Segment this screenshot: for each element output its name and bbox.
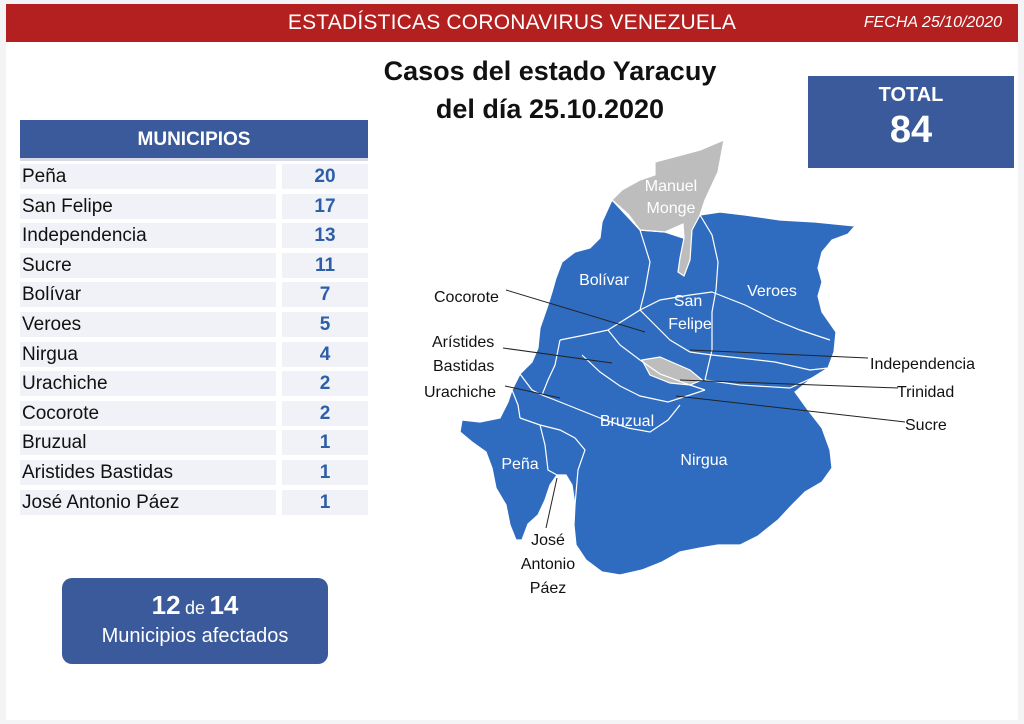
municipio-cases: 1 <box>282 460 368 485</box>
map-title <box>330 52 770 128</box>
total-label: TOTAL <box>878 84 944 106</box>
total-value: 84 <box>889 109 933 151</box>
table-row <box>20 220 368 250</box>
table-row <box>20 191 368 221</box>
callout-aristides-1: Arístides <box>432 334 495 351</box>
label-bruzual: Bruzual <box>599 413 655 430</box>
municipio-cases: 2 <box>282 371 368 396</box>
callout-cocorote: Cocorote <box>434 289 499 306</box>
callout-jap-1: José <box>531 532 565 549</box>
affected-connector: de <box>184 598 206 618</box>
label-manuel-monge-1: Manuel <box>644 178 698 195</box>
municipio-cases: 7 <box>282 282 368 307</box>
affected-count: 12 <box>151 590 181 620</box>
affected-box <box>62 578 328 664</box>
municipio-name: Urachiche <box>20 371 276 396</box>
callout-jap-2: Antonio <box>520 556 576 573</box>
map-state-body <box>460 200 855 575</box>
table-row <box>20 161 368 191</box>
affected-total: 14 <box>209 590 239 620</box>
callout-jap-3: Páez <box>529 580 567 597</box>
table-row <box>20 339 368 369</box>
label-bolivar: Bolívar <box>579 272 629 289</box>
label-san-felipe-2: Felipe <box>668 316 712 333</box>
label-nirgua: Nirgua <box>680 452 728 469</box>
table-row <box>20 487 368 517</box>
table-row <box>20 398 368 428</box>
municipio-name: Bruzual <box>20 430 276 455</box>
municipio-cases: 1 <box>282 430 368 455</box>
municipio-name: San Felipe <box>20 194 276 219</box>
label-veroes: Veroes <box>747 283 797 300</box>
affected-count-line <box>62 590 328 621</box>
label-pena: Peña <box>501 456 539 473</box>
table-row <box>20 457 368 487</box>
municipios-rows <box>20 161 368 516</box>
municipio-cases: 4 <box>282 342 368 367</box>
municipio-name: José Antonio Páez <box>20 490 276 515</box>
municipios-table <box>20 120 368 516</box>
table-row <box>20 368 368 398</box>
municipio-name: Peña <box>20 164 276 189</box>
municipio-cases: 5 <box>282 312 368 337</box>
affected-label: Municipios afectados <box>101 625 289 647</box>
callout-trinidad: Trinidad <box>897 384 955 401</box>
municipio-cases: 1 <box>282 490 368 515</box>
municipio-name: Cocorote <box>20 401 276 426</box>
municipio-name: Aristides Bastidas <box>20 460 276 485</box>
municipio-name: Sucre <box>20 253 276 278</box>
municipio-cases: 17 <box>282 194 368 219</box>
municipio-name: Nirgua <box>20 342 276 367</box>
municipio-name: Veroes <box>20 312 276 337</box>
table-row <box>20 279 368 309</box>
municipio-cases: 11 <box>282 253 368 278</box>
callout-independencia: Independencia <box>870 356 975 373</box>
table-row <box>20 427 368 457</box>
map-title-line1: Casos del estado Yaracuy <box>383 56 717 86</box>
callout-urachiche: Urachiche <box>424 384 497 401</box>
municipio-name: Independencia <box>20 223 276 248</box>
municipio-cases: 13 <box>282 223 368 248</box>
municipio-name: Bolívar <box>20 282 276 307</box>
header-date: FECHA 25/10/2020 <box>863 14 1002 31</box>
municipios-header: MUNICIPIOS <box>20 120 368 161</box>
municipio-cases: 2 <box>282 401 368 426</box>
table-row <box>20 250 368 280</box>
callout-aristides-2: Bastidas <box>433 358 495 375</box>
callout-sucre: Sucre <box>905 417 947 434</box>
municipio-cases: 20 <box>282 164 368 189</box>
total-box <box>808 76 1014 168</box>
map-title-line2: del día 25.10.2020 <box>435 94 665 124</box>
label-manuel-monge-2: Monge <box>646 200 696 217</box>
table-row <box>20 309 368 339</box>
label-san-felipe-1: San <box>673 293 703 310</box>
header-title: ESTADÍSTICAS CORONAVIRUS VENEZUELA <box>287 11 737 34</box>
